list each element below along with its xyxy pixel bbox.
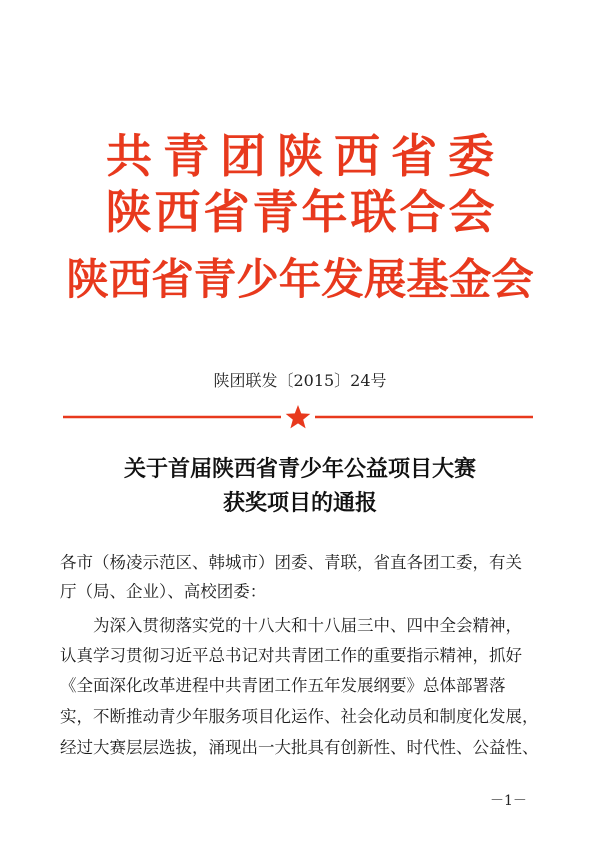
notice-title-line-2: 获奖项目的通报 bbox=[222, 490, 377, 516]
body-line-3: 为深入贯彻落实党的十八大和十八届三中、四中全会精神， bbox=[93, 616, 522, 635]
body-line-2: 厅（局、企业）、高校团委： bbox=[60, 582, 267, 601]
notice-title-line-1: 关于首届陕西省青少年公益项目大赛 bbox=[123, 456, 476, 482]
body-line-7: 经过大赛层层选拔，涌现出一大批具有创新性、时代性、公益性、 bbox=[60, 738, 539, 757]
org-name-youth-foundation: 陕西省青少年发展基金会 bbox=[66, 255, 534, 305]
page-number: －1－ bbox=[490, 793, 527, 809]
body-line-6: 实，不断推动青少年服务项目化运作、社会化动员和制度化发展， bbox=[60, 707, 539, 726]
body-line-4: 认真学习贯彻习近平总书记对共青团工作的重要指示精神，抓好 bbox=[60, 646, 522, 665]
org-name-youth-league: 共青团陕西省委 bbox=[106, 129, 505, 183]
body-line-1: 各市（杨凌示范区、韩城市）团委、青联，省直各团工委，有关 bbox=[60, 553, 522, 572]
body-line-5: 《全面深化改革进程中共青团工作五年发展纲要》总体部署落 bbox=[60, 676, 506, 695]
document-number: 陕团联发〔2015〕24号 bbox=[213, 371, 387, 390]
star-icon bbox=[286, 405, 311, 428]
org-name-youth-federation: 陕西省青年联合会 bbox=[105, 185, 498, 239]
red-star-divider bbox=[63, 404, 533, 430]
